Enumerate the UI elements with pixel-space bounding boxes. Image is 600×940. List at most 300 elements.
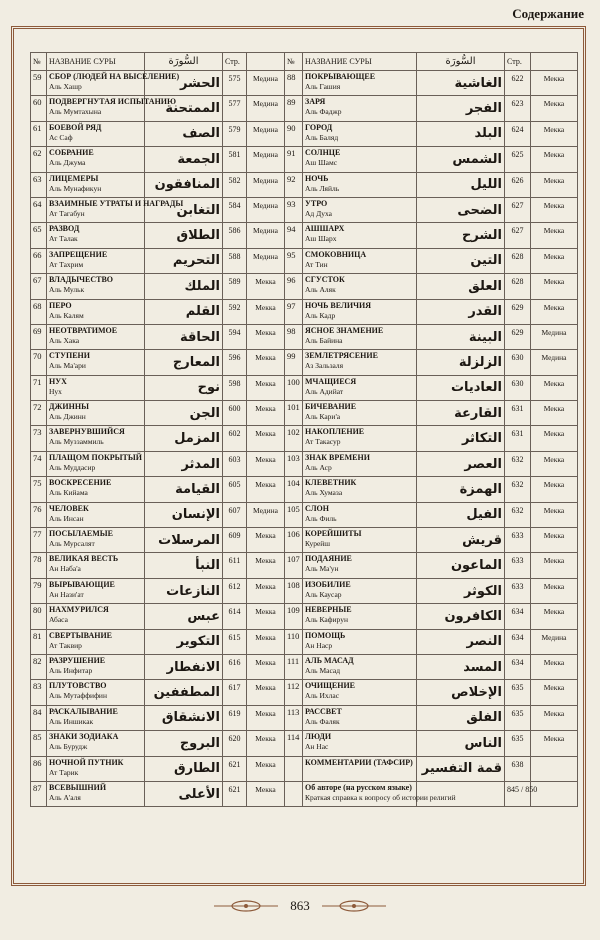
table-row [285,528,578,553]
surah-name-cell [47,604,145,629]
surah-page: 620 [223,731,247,756]
surah-number: 89 [285,96,303,121]
surah-number: 77 [31,528,47,553]
surah-name-cell [303,705,417,730]
surah-number: 105 [285,502,303,527]
surah-place: Мекка [247,629,285,654]
surah-name-ru: ДЖИННЫ [49,402,89,412]
surah-name-ru: ВСЕВЫШНИЙ [49,782,107,792]
surah-transliteration: Ат Тагабун [49,208,85,218]
surah-name-arabic: المرسلات [145,528,223,553]
surah-name-arabic: الممتحنة [145,96,223,121]
surah-name-ru: НОЧНОЙ ПУТНИК [49,757,124,767]
table-row [285,680,578,705]
col-place-header [247,53,285,71]
surah-name-arabic: القدر [417,299,505,324]
surah-name-cell [47,324,145,349]
surah-number [285,781,303,806]
surah-transliteration: Ат Тарик [49,767,79,777]
table-row [31,121,285,146]
surah-name-cell [47,680,145,705]
table-row [285,274,578,299]
surah-name-arabic: المسد [417,654,505,679]
surah-place: Мекка [247,350,285,375]
surah-number: 67 [31,274,47,299]
surah-place: Мекка [531,223,578,248]
surah-page: 634 [505,604,531,629]
surah-number: 107 [285,553,303,578]
surah-name-ru: ПОМОЩЬ [305,630,346,640]
surah-name-cell [303,248,417,273]
surah-name-arabic: الحاقة [145,324,223,349]
surah-transliteration: Аль Мумтахына [49,107,102,117]
table-row [285,578,578,603]
surah-page: 589 [223,274,247,299]
surah-name-cell [303,731,417,756]
surah-name-cell [303,451,417,476]
surah-transliteration: Ат Талак [49,234,78,244]
surah-number: 102 [285,426,303,451]
surah-name-ru: ВЛАДЫЧЕСТВО [49,275,114,285]
surah-place: Мекка [531,553,578,578]
surah-name-ru: ПОСЫЛАЕМЫЕ [49,529,113,539]
surah-name-ru: ПЛУТОВСТВО [49,681,107,691]
surah-name-cell [47,147,145,172]
surah-name-arabic: التكوير [145,629,223,654]
table-row [285,451,578,476]
surah-name-cell [303,96,417,121]
surah-transliteration: Ат Таквир [49,640,82,650]
surah-transliteration: Ан Наба'а [49,564,81,574]
surah-name-arabic: الطارق [145,756,223,781]
surah-transliteration: Аль Калям [49,310,84,320]
surah-place: Медина [247,172,285,197]
surah-name-arabic: الضحى [417,197,505,222]
surah-name-cell [303,197,417,222]
surah-place: Мекка [531,604,578,629]
table-row [31,401,285,426]
surah-place: Медина [247,502,285,527]
surah-name-ru: СОЛНЦЕ [305,148,341,158]
surah-place: Мекка [531,248,578,273]
surah-number: 100 [285,375,303,400]
surah-name-arabic: الانفطار [145,654,223,679]
surah-transliteration: Аль Аср [305,462,332,472]
surah-place: Медина [531,350,578,375]
surah-name-cell [47,375,145,400]
surah-transliteration: Аль Хашр [49,82,82,91]
surah-transliteration: Аш Шамс [305,158,338,168]
surah-name-cell [303,781,456,806]
surah-page: 592 [223,299,247,324]
surah-name-arabic: الليل [417,172,505,197]
surah-name-cell [47,756,145,781]
table-row [31,680,285,705]
table-row [31,299,285,324]
surah-transliteration: Аль Хака [49,335,80,345]
surah-number: 103 [285,451,303,476]
surah-place: Мекка [531,147,578,172]
surah-name-cell [47,172,145,197]
surah-name-arabic: قريش [417,528,505,553]
surah-transliteration: Аль А'аля [49,792,81,802]
surah-page: 600 [223,401,247,426]
surah-number: 98 [285,324,303,349]
surah-transliteration: Аш Шарх [305,234,337,244]
surah-page: 598 [223,375,247,400]
surah-number: 114 [285,731,303,756]
surah-name-arabic: القيامة [145,477,223,502]
table-row [31,578,285,603]
surah-place [531,781,578,806]
surah-page: 628 [505,248,531,273]
surah-name-arabic: الشمس [417,147,505,172]
surah-name-ru: Об авторе (на русском языке) [305,782,412,792]
surah-name-ru: НАХМУРИЛСЯ [49,605,109,615]
col-page-header: Стр. [223,53,247,71]
surah-number: 64 [31,197,47,222]
surah-transliteration: Аль Мутаффифин [49,691,107,701]
table-row [285,350,578,375]
surah-name-arabic: الملك [145,274,223,299]
surah-name-ru: ПЕРО [49,300,72,310]
surah-place: Мекка [247,680,285,705]
surah-page: 609 [223,528,247,553]
surah-name-ru: ПОКРЫВАЮЩЕЕ [305,72,376,81]
surah-name-ru: УТРО [305,198,328,208]
table-row [285,502,578,527]
surah-name-cell [47,451,145,476]
page-footer [0,895,600,917]
surah-name-arabic: الماعون [417,553,505,578]
surah-name-cell [303,756,417,781]
surah-name-ru: БОЕВОЙ РЯД [49,122,102,132]
table-header-row [285,53,578,71]
surah-place: Мекка [531,680,578,705]
surah-place: Мекка [247,604,285,629]
surah-name-cell [303,350,417,375]
surah-name-arabic: المعارج [145,350,223,375]
surah-name-arabic: البلد [417,121,505,146]
surah-name-arabic: المنافقون [145,172,223,197]
surah-place: Мекка [531,197,578,222]
surah-name-cell [47,121,145,146]
surah-transliteration: Ан Наср [305,640,333,650]
table-row [285,299,578,324]
table-row [285,477,578,502]
surah-page: 621 [223,756,247,781]
table-row [31,502,285,527]
surah-number: 97 [285,299,303,324]
surah-name-ru: СВЕРТЫВАНИЕ [49,630,113,640]
surah-place: Мекка [531,401,578,426]
surah-name-cell [303,528,417,553]
surah-place: Мекка [247,451,285,476]
surah-name-arabic: العصر [417,451,505,476]
surah-name-ru: ВЫРЫВАЮЩИЕ [49,579,115,589]
surah-page: 624 [505,121,531,146]
surah-transliteration: Аль Байина [305,335,343,345]
surah-name-cell [303,680,417,705]
table-row [285,654,578,679]
surah-name-ru: РАСКАЛЫВАНИЕ [49,706,118,716]
surah-name-arabic: عبس [145,604,223,629]
surah-name-ru: ВОСКРЕСЕНИЕ [49,478,112,488]
surah-place: Мекка [531,426,578,451]
surah-page: 633 [505,553,531,578]
surah-page: 603 [223,451,247,476]
surah-name-ru: ПОДАЯНИЕ [305,554,352,564]
surah-transliteration: Курейш [305,539,331,549]
surah-name-arabic: الشرح [417,223,505,248]
surah-name-arabic: الصف [145,121,223,146]
surah-number: 94 [285,223,303,248]
surah-page: 629 [505,299,531,324]
surah-name-ru: ВЕЛИКАЯ ВЕСТЬ [49,554,119,564]
surah-name-ru: СОБРАНИЕ [49,148,94,158]
table-row [285,121,578,146]
surah-place: Мекка [247,654,285,679]
surah-place [531,756,578,781]
surah-number: 61 [31,121,47,146]
surah-name-ru: СЛОН [305,503,329,513]
surah-name-arabic: الإخلاص [417,680,505,705]
surah-name-ru: ЗАПРЕЩЕНИЕ [49,249,108,259]
table-row [285,223,578,248]
surah-number: 68 [31,299,47,324]
surah-page: 588 [223,248,247,273]
surah-place: Мекка [247,274,285,299]
surah-place: Мекка [531,172,578,197]
surah-place: Мекка [247,553,285,578]
surah-transliteration: Ан Нази'ат [49,589,84,599]
table-row [31,96,285,121]
surah-number: 72 [31,401,47,426]
surah-place: Мекка [531,654,578,679]
table-row [285,781,578,806]
surah-number: 85 [31,731,47,756]
surah-place: Мекка [247,731,285,756]
surah-name-arabic: الغاشية [417,71,505,96]
surah-transliteration: Аль Каусар [305,589,342,599]
surah-name-cell [303,71,417,96]
surah-number: 71 [31,375,47,400]
surah-page: 635 [505,705,531,730]
surah-place: Мекка [247,578,285,603]
surah-number: 99 [285,350,303,375]
surah-number: 110 [285,629,303,654]
surah-name-cell [303,375,417,400]
surah-transliteration: Аль Фаджр [305,107,342,117]
surah-number: 90 [285,121,303,146]
surah-name-ru: РАЗВОД [49,224,80,234]
surah-name-cell [303,502,417,527]
surah-page: 630 [505,350,531,375]
surah-transliteration: Аль Инсан [49,513,84,523]
surah-name-ru: ЗАРЯ [305,97,326,107]
table-row [31,629,285,654]
surah-name-ru: РАССВЕТ [305,706,342,716]
table-row [285,629,578,654]
table-row [285,401,578,426]
surah-number: 65 [31,223,47,248]
surah-transliteration: Аль Мурсалят [49,539,95,549]
surah-page: 586 [223,223,247,248]
surah-number: 75 [31,477,47,502]
surah-number: 73 [31,426,47,451]
surah-transliteration: Аль Ма'ун [305,564,339,574]
surah-place: Медина [247,71,285,96]
col-num-header: № [31,53,47,71]
table-row [31,248,285,273]
surah-name-arabic: البينة [417,324,505,349]
surah-number: 91 [285,147,303,172]
surah-transliteration: Аль Кадр [305,310,336,320]
surah-transliteration: Аль Ляйль [305,183,340,193]
surah-page: 615 [223,629,247,654]
surah-transliteration: Аз Зальзаля [305,361,344,371]
surah-number: 95 [285,248,303,273]
surah-place: Мекка [531,705,578,730]
surah-transliteration: Аль Ма'ари [49,361,86,371]
surah-number: 113 [285,705,303,730]
table-row [285,731,578,756]
surah-name-ru: БИЧЕВАНИЕ [305,402,357,412]
surah-name-arabic: الانشقاق [145,705,223,730]
surah-page: 596 [223,350,247,375]
surah-page: 635 [505,731,531,756]
surah-name-cell [303,324,417,349]
surah-number: 76 [31,502,47,527]
surah-name-arabic: قمة التفسير [417,756,505,781]
surah-transliteration: Ас Саф [49,132,73,142]
surah-name-arabic: العلق [417,274,505,299]
surah-name-arabic: الناس [417,731,505,756]
surah-place: Мекка [531,451,578,476]
surah-name-arabic: المطففين [145,680,223,705]
surah-place: Мекка [247,781,285,806]
surah-name-ru: ЗНАКИ ЗОДИАКА [49,732,119,742]
surah-name-cell [47,401,145,426]
table-row [285,756,578,781]
surah-name-arabic: التحريم [145,248,223,273]
surah-transliteration: Аль Филь [305,513,337,523]
surah-place: Медина [531,324,578,349]
table-row [285,147,578,172]
surah-name-cell [303,578,417,603]
table-row [31,654,285,679]
surah-name-cell [47,96,177,121]
table-row [31,477,285,502]
table-row [285,375,578,400]
surah-page: 582 [223,172,247,197]
table-row [285,71,578,96]
table-row [285,553,578,578]
table-row [31,604,285,629]
surah-name-ru: СБОР (ЛЮДЕЙ НА ВЫСЕЛЕНИЕ) [49,72,180,81]
surah-name-ru: ЯСНОЕ ЗНАМЕНИЕ [305,325,384,335]
surah-number: 59 [31,71,47,96]
surah-number: 87 [31,781,47,806]
surah-page: 632 [505,477,531,502]
surah-place: Мекка [247,324,285,349]
surah-page: 605 [223,477,247,502]
surah-transliteration: Аль Кари'а [305,412,341,422]
surah-number: 86 [31,756,47,781]
surah-name-arabic: النبأ [145,553,223,578]
surah-place: Медина [247,147,285,172]
col-num-header: № [285,53,303,71]
surah-page: 632 [505,502,531,527]
surah-page: 633 [505,578,531,603]
surah-page: 627 [505,223,531,248]
surah-place: Мекка [247,401,285,426]
surah-place: Медина [247,248,285,273]
col-arabic-header: السُّورَة [417,53,505,71]
surah-page: 581 [223,147,247,172]
surah-name-ru: СГУСТОК [305,275,345,285]
surah-transliteration: Аль Ихлас [305,691,340,701]
surah-transliteration: Аль Адийат [305,386,344,396]
surah-place: Мекка [531,477,578,502]
surah-name-arabic: الكافرون [417,604,505,629]
surah-name-arabic: القلم [145,299,223,324]
surah-number [285,756,303,781]
surah-name-ru: ЛИЦЕМЕРЫ [49,173,99,183]
surah-name-ru: НЕОТВРАТИМОЕ [49,325,118,335]
surah-name-cell [303,604,417,629]
surah-name-cell [303,274,417,299]
table-row [285,172,578,197]
table-row [31,197,285,222]
surah-transliteration: Аль Кийама [49,488,88,498]
surah-number: 60 [31,96,47,121]
surah-name-ru: ПЛАЩОМ ПОКРЫТЫЙ [49,452,142,462]
surah-name-ru: НЕВЕРНЫЕ [305,605,352,615]
surah-page: 617 [223,680,247,705]
surah-page: 628 [505,274,531,299]
surah-transliteration: Абаса [49,615,68,625]
surah-place: Мекка [247,375,285,400]
surah-number: 108 [285,578,303,603]
surah-name-arabic: الهمزة [417,477,505,502]
surah-page: 602 [223,426,247,451]
surah-name-arabic: التكاثر [417,426,505,451]
surah-number: 112 [285,680,303,705]
surah-name-ru: ИЗОБИЛИЕ [305,579,351,589]
surah-place: Мекка [247,705,285,730]
surah-page: 579 [223,121,247,146]
surah-page: 631 [505,401,531,426]
surah-transliteration: Ат Тин [305,259,328,269]
surah-transliteration: Аль Аляк [305,285,336,295]
surah-transliteration: Аль Муззаммиль [49,437,104,447]
surah-place: Мекка [531,274,578,299]
surah-name-ru: АЛЬ МАСАД [305,655,354,665]
surah-page: 634 [505,629,531,654]
right-ornament-icon [322,899,386,913]
table-row [31,350,285,375]
table-row [31,705,285,730]
surah-number: 109 [285,604,303,629]
surah-name-cell [303,629,417,654]
page-header-title: Содержание [512,6,584,21]
surah-name-arabic: التين [417,248,505,273]
surah-number: 63 [31,172,47,197]
surah-page: 607 [223,502,247,527]
surah-number: 101 [285,401,303,426]
surah-name-ru: ЛЮДИ [305,732,332,742]
